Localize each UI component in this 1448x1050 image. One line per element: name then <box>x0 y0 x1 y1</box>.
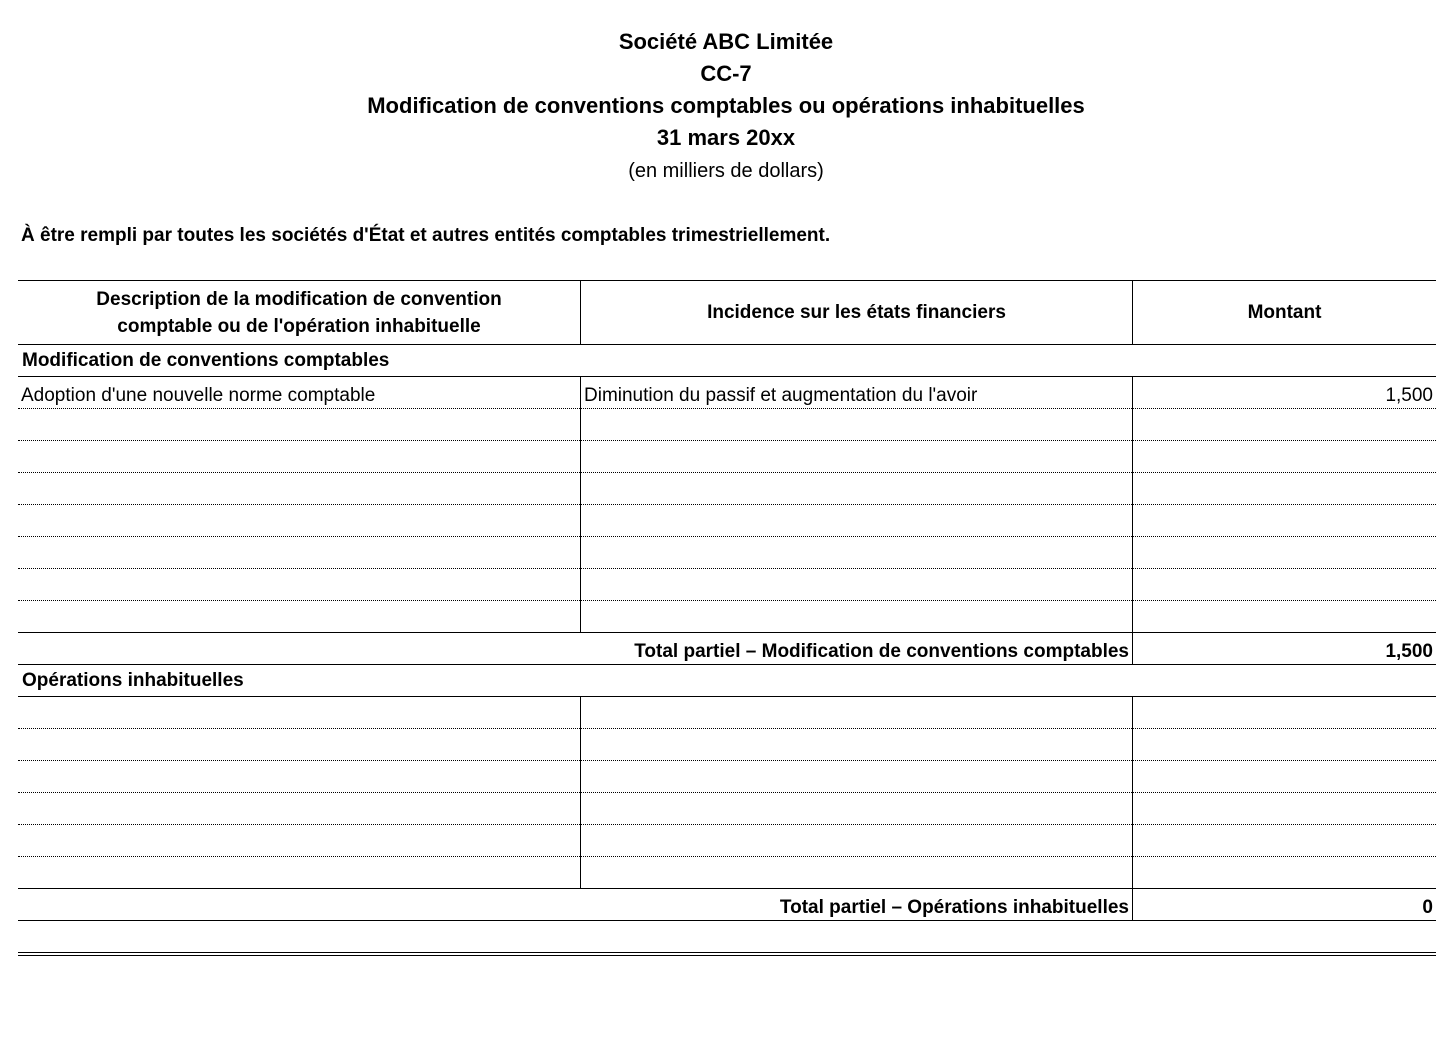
row-divider <box>18 440 1436 441</box>
instruction-text: À être rempli par toutes les sociétés d'État et autres entités comptables trimestriellement. <box>21 225 831 246</box>
form-title: Modification de conventions comptables ou opérations inhabituelles <box>367 93 1085 118</box>
row-divider <box>18 408 1436 409</box>
column-divider <box>1132 696 1133 888</box>
units-note: (en milliers de dollars) <box>628 160 824 182</box>
column-header-amount <box>1133 281 1436 344</box>
section1-rows-bottom-border <box>18 632 1436 633</box>
header-bottom-border <box>18 344 1436 345</box>
column-header-amount-label: Montant <box>1247 302 1322 323</box>
column-header-impact <box>581 281 1132 344</box>
form-code: CC-7 <box>700 61 752 86</box>
row-divider <box>18 600 1436 601</box>
section1-heading-border <box>18 376 1436 377</box>
row-divider <box>18 824 1436 825</box>
section2-heading-border <box>18 696 1436 697</box>
row-amount: 1,500 <box>1385 385 1433 406</box>
row-divider <box>18 728 1436 729</box>
row-description: Adoption d'une nouvelle norme comptable <box>21 385 376 406</box>
column-header-impact-label: Incidence sur les états financiers <box>707 302 1006 323</box>
column-divider <box>580 696 581 888</box>
row-divider <box>18 760 1436 761</box>
row-impact: Diminution du passif et augmentation du l'avoir <box>584 385 978 406</box>
subtotal-value-unusual-operations: 0 <box>1422 897 1433 918</box>
company-name: Société ABC Limitée <box>618 29 834 54</box>
column-divider <box>1132 376 1133 632</box>
double-underline <box>18 952 1436 956</box>
row-divider <box>18 504 1436 505</box>
subtotal-value-accounting-changes: 1,500 <box>1385 641 1433 662</box>
section-heading-accounting-changes: Modification de conventions comptables <box>22 350 390 371</box>
column-divider <box>580 376 581 632</box>
row-divider <box>18 856 1436 857</box>
row-divider <box>18 568 1436 569</box>
row-divider <box>18 792 1436 793</box>
column-header-description-label: Description de la modification de convention comptable ou de l'opération inhabituelle <box>96 288 502 337</box>
row-divider <box>18 472 1436 473</box>
subtotal-label-unusual-operations: Total partiel – Opérations inhabituelles <box>779 897 1129 918</box>
section1-subtotal-border <box>18 664 1436 665</box>
column-header-description <box>18 281 580 344</box>
subtotal-label-accounting-changes: Total partiel – Modification de conventions comptables <box>634 641 1129 662</box>
report-date: 31 mars 20xx <box>656 125 796 150</box>
section2-subtotal-border <box>18 920 1436 921</box>
section-heading-unusual-operations: Opérations inhabituelles <box>22 670 244 691</box>
section2-rows-bottom-border <box>18 888 1436 889</box>
row-divider <box>18 536 1436 537</box>
